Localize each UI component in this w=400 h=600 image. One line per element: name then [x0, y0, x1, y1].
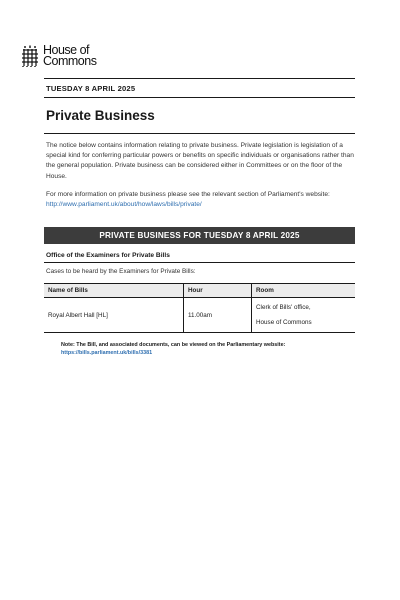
bills-table	[44, 283, 355, 333]
intro-paragraph: The notice below contains information relating to private business. Private legislation is legislation of a special kind for conferring particular powers or benefits on specific individuals or organisations rather than the general population. Private business can be considered either in Committees or on the floor of the House.	[46, 142, 354, 180]
logo-line-2: Commons	[43, 54, 97, 68]
portcullis-icon	[21, 45, 39, 67]
bill-documents-link[interactable]: https://bills.parliament.uk/bills/3381	[61, 350, 153, 356]
logo-wordmark	[43, 42, 97, 68]
divider-subhead	[44, 262, 355, 263]
page-title: Private Business	[46, 108, 155, 123]
section-banner: PRIVATE BUSINESS FOR TUESDAY 8 APRIL 2025	[44, 227, 355, 244]
table-row	[44, 298, 355, 333]
divider-top	[44, 78, 355, 79]
room-line-1: Clerk of Bills' office,	[256, 304, 311, 311]
divider-date	[44, 97, 355, 98]
bill-note	[61, 341, 285, 357]
examiners-intro: Cases to be heard by the Examiners for Private Bills:	[46, 268, 196, 275]
private-bills-link[interactable]: http://www.parliament.uk/about/how/laws/bills/private/	[46, 201, 202, 209]
more-info-text: For more information on private business please see the relevant section of Parliament's website:	[46, 191, 330, 198]
table-header-row	[44, 284, 355, 298]
bill-name-cell: Royal Albert Hall [HL]	[44, 298, 184, 333]
paper-date: TUESDAY 8 APRIL 2025	[46, 84, 136, 93]
room-line-2: House of Commons	[256, 319, 312, 326]
divider-title	[44, 133, 355, 134]
logo-line-1: House of	[43, 42, 90, 57]
bill-room-cell	[252, 298, 356, 333]
bill-hour-cell: 11.00am	[184, 298, 252, 333]
more-info-paragraph	[46, 190, 358, 210]
note-text: Note: The Bill, and associated documents, can be viewed on the Parliamentary website:	[61, 342, 286, 348]
house-of-commons-logo	[21, 43, 96, 69]
column-header-room: Room	[252, 284, 356, 298]
column-header-name: Name of Bills	[44, 284, 184, 298]
examiners-heading: Office of the Examiners for Private Bills	[46, 252, 170, 259]
column-header-hour: Hour	[184, 284, 252, 298]
